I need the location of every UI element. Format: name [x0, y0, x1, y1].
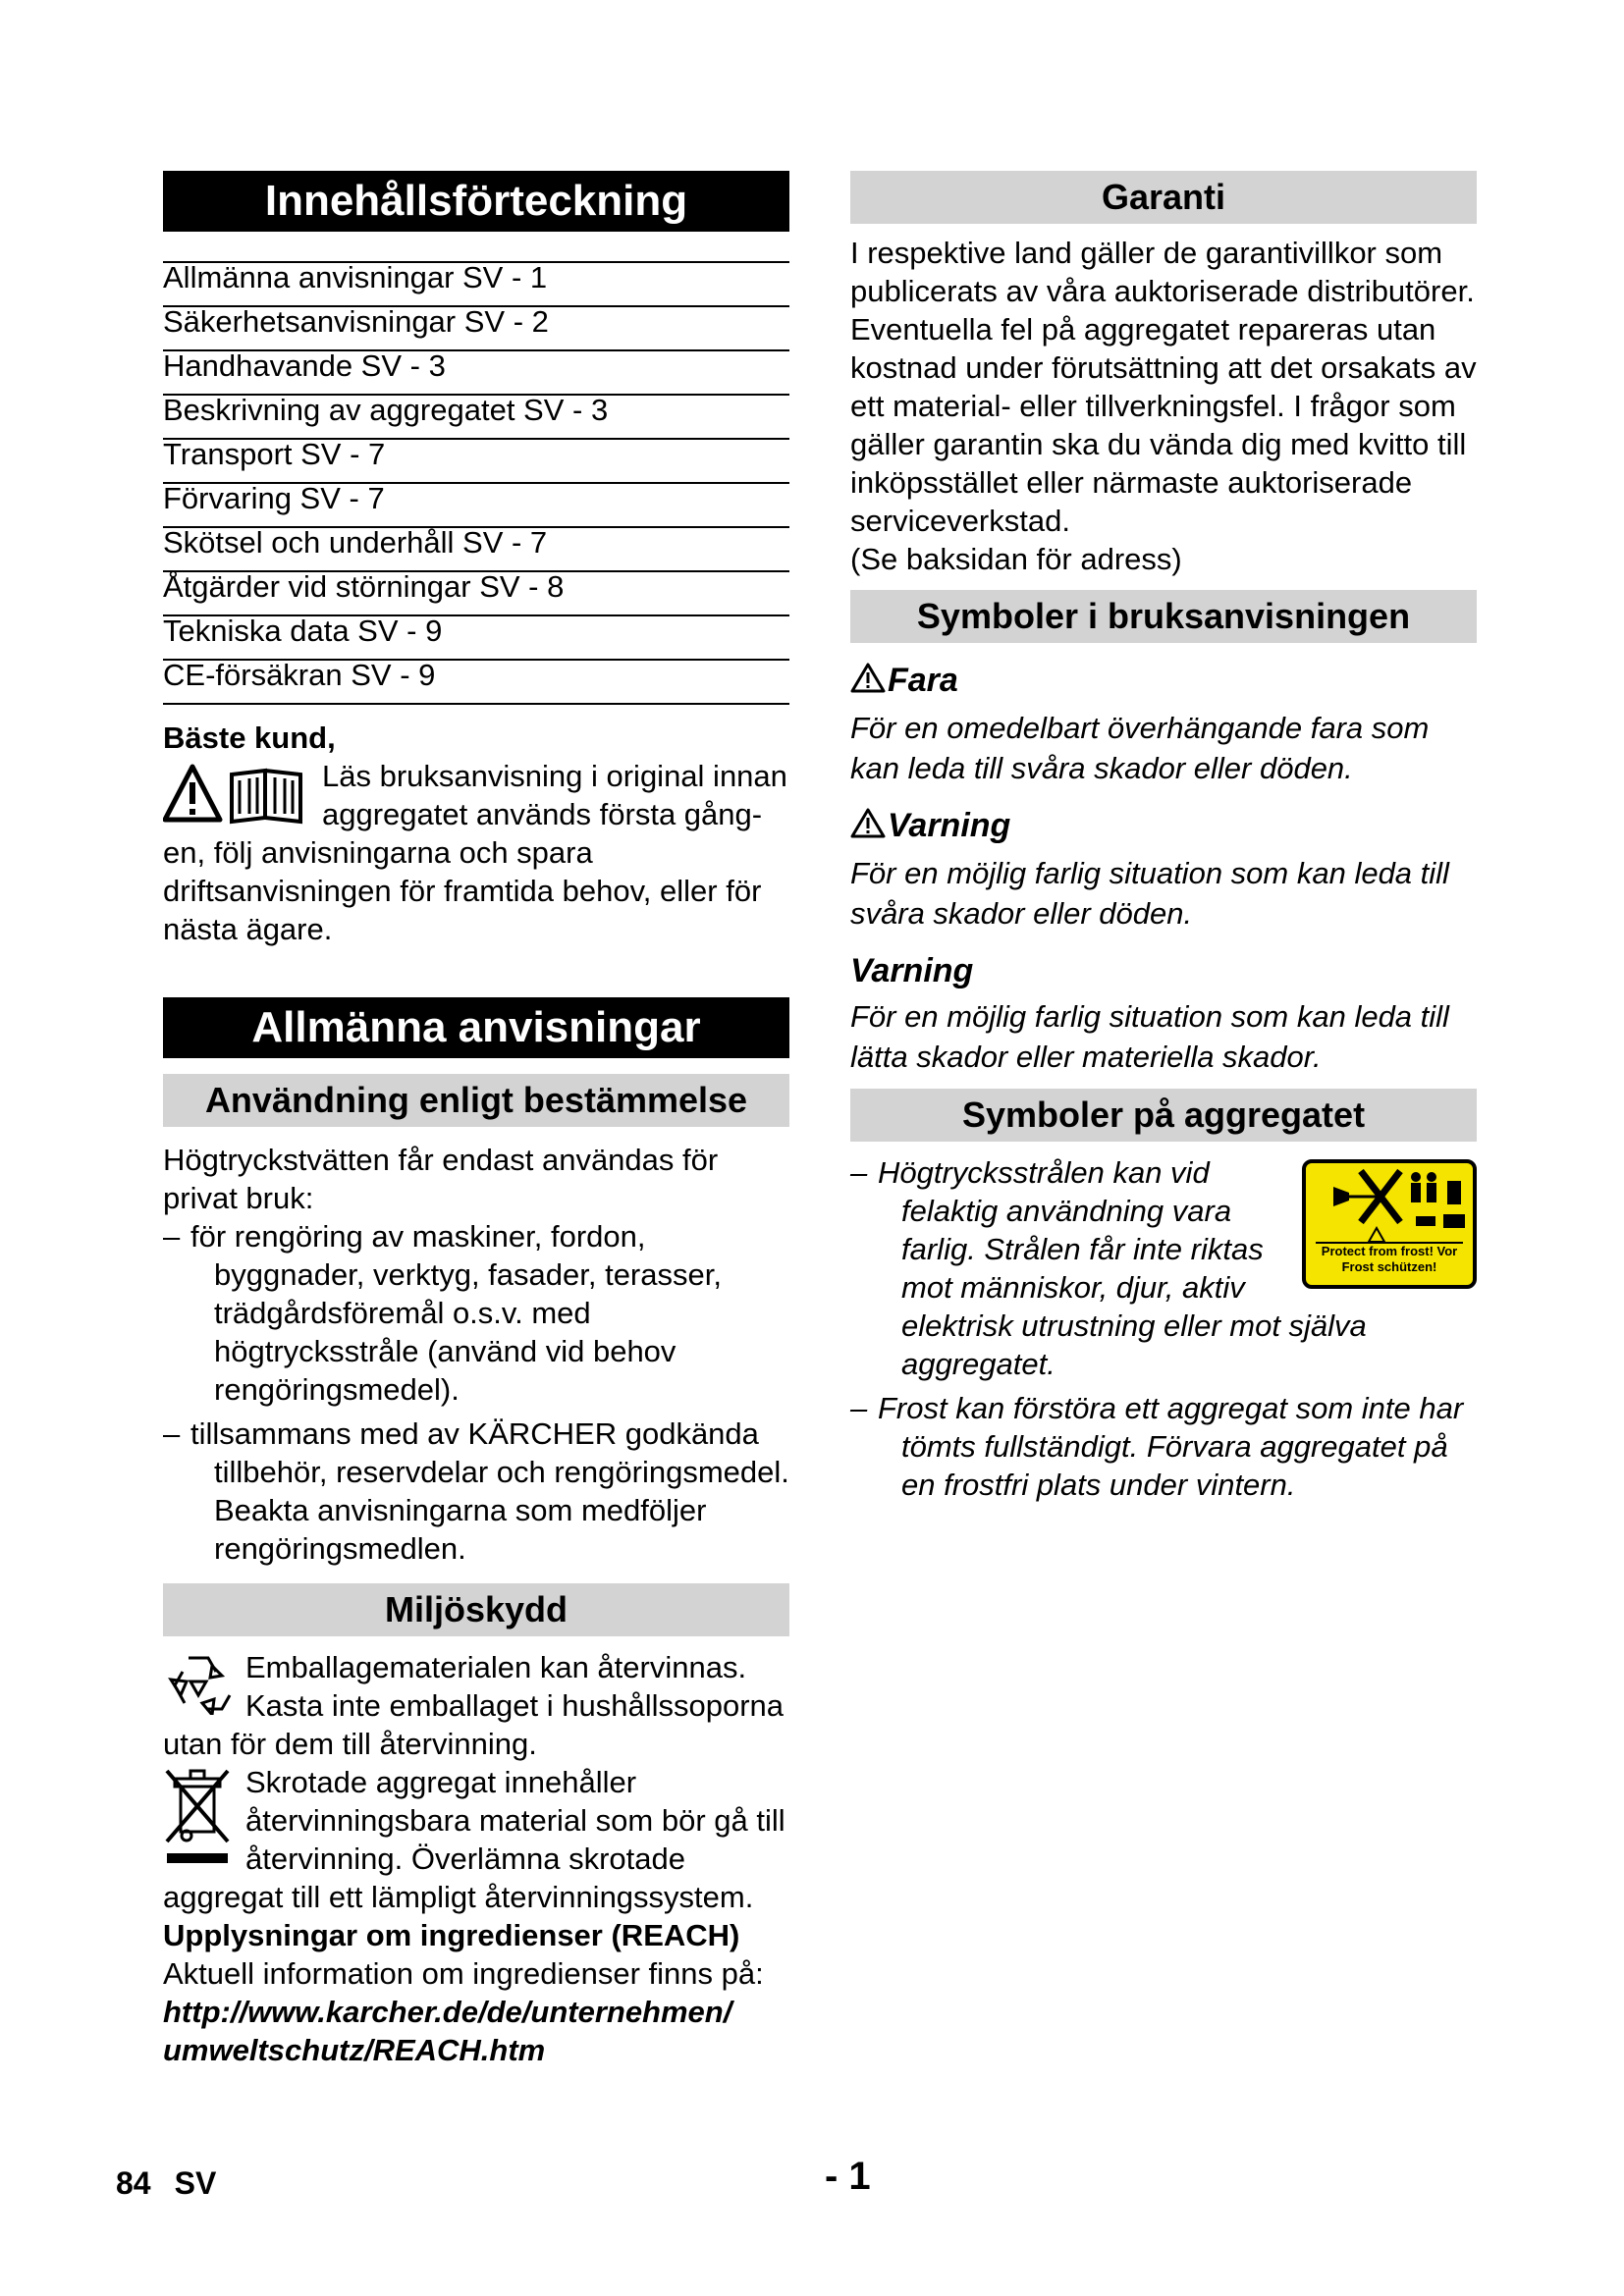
env-text-2: Skrotade aggregat innehåller återvinningsbara material som bör gå till återvinning. Överlämna skrotade aggregat till ett lämpligt återvinningssystem. [163, 1765, 785, 1914]
toc-item[interactable]: Allmänna anvisningar SV - 1 [163, 263, 789, 307]
toc-list [163, 261, 789, 705]
list-item: – Frost kan förstöra ett aggregat som inte har tömts fullständigt. Förvara aggregatet på en frostfri plats under vintern. [850, 1391, 1464, 1502]
toc-item[interactable]: Skötsel och underhåll SV - 7 [163, 528, 789, 572]
warranty-title: Garanti [850, 171, 1477, 224]
varning1-title: Varning [888, 807, 1011, 844]
danger-triangle-icon [850, 661, 886, 704]
reach-url-line-2[interactable]: umweltschutz/REACH.htm [163, 2033, 546, 2067]
list-item: – för rengöring av maskiner, fordon, byggnader, verktyg, fasader, terasser, trädgårdsföremål o.s.v. med högtrycksstråle (använd vid behov rengöringsmedel). [163, 1219, 722, 1407]
varning1-heading [850, 804, 1477, 849]
env-block [163, 1648, 789, 1916]
varning2-heading [850, 949, 1477, 992]
varning2-text: För en möjlig farlig situation som kan leda till lätta skador eller materiella skador. [850, 999, 1449, 1074]
usage-item-text: för rengöring av maskiner, fordon, byggnader, verktyg, fasader, terasser, trädgårdsföremål o.s.v. med högtrycksstråle (använd vid behov rengöringsmedel). [190, 1219, 722, 1407]
toc-item[interactable]: Handhavande SV - 3 [163, 351, 789, 396]
recycle-icon [163, 1652, 234, 1720]
manual-warning-icon [163, 761, 310, 830]
env-title: Miljöskydd [163, 1583, 789, 1636]
symbols-unit-title: Symboler på aggregatet [850, 1089, 1477, 1142]
varning2-title: Varning [850, 952, 974, 989]
reach-url-line-1[interactable]: http://www.karcher.de/de/unternehmen/ [163, 1995, 732, 2029]
env-text-1: Emballagematerialen kan återvinnas. Kasta inte emballaget i hushållssoporna utan för dem till återvinning. [163, 1650, 785, 1761]
intro-text-b: en, följ anvisningarna och spara driftsanvisningen för framtida behov, eller för nästa ägare. [163, 835, 762, 946]
reach-text: Aktuell information om ingredienser finns på: [163, 1956, 764, 1991]
usage-intro: Högtryckstvätten får endast användas för privat bruk: [163, 1143, 719, 1215]
symbols-unit-block [850, 1153, 1477, 1504]
general-title: Allmänna anvisningar [163, 997, 789, 1058]
intro-text-a: Läs bruksanvisning i original innan aggregatet används första gång- [322, 759, 787, 831]
high-pressure-warning-label [1302, 1159, 1477, 1289]
usage-item-text: tillsammans med av KÄRCHER godkända tillbehör, reservdelar och rengöringsmedel. Beakta anvisningarna som medföljer rengöringsmedlen. [190, 1416, 789, 1566]
intro-heading: Bäste kund, [163, 721, 336, 755]
left-column [163, 171, 789, 2069]
varning1-text: För en möjlig farlig situation som kan leda till svåra skador eller döden. [850, 856, 1449, 931]
toc-item[interactable]: CE-försäkran SV - 9 [163, 661, 789, 705]
page-number: 84 [116, 2165, 151, 2201]
fara-heading [850, 659, 1477, 704]
list-item: – tillsammans med av KÄRCHER godkända tillbehör, reservdelar och rengöringsmedel. Beakta anvisningarna som medföljer rengöringsmedlen. [163, 1416, 789, 1566]
reach-title: Upplysningar om ingredienser (REACH) [163, 1918, 740, 1952]
list-item: – Högtrycksstrålen kan vid felaktig användning vara farlig. Strålen får inte riktas mot människor, djur, aktiv elektrisk utrustning eller mot själva aggregatet. [850, 1155, 1367, 1381]
fara-text: För en omedelbart överhängande fara som kan leda till svåra skador eller döden. [850, 711, 1430, 785]
toc-item[interactable]: Åtgärder vid störningar SV - 8 [163, 572, 789, 616]
right-column [850, 171, 1477, 1510]
fara-title: Fara [888, 662, 958, 699]
section-page-number: - 1 [825, 2155, 871, 2198]
page-footer [116, 2165, 240, 2202]
usage-list [163, 1217, 789, 1568]
intro-block [163, 719, 789, 948]
toc-item[interactable]: Beskrivning av aggregatet SV - 3 [163, 396, 789, 440]
warranty-address-note: (Se baksidan för adress) [850, 542, 1182, 576]
language-code: SV [174, 2165, 217, 2201]
crossed-bin-icon [163, 1767, 234, 1870]
symbols-manual-title: Symboler i bruksanvisningen [850, 590, 1477, 643]
symbol-item-text: Högtrycksstrålen kan vid felaktig användning vara farlig. Strålen får inte riktas mot människor, djur, aktiv elektrisk utrustning eller mot själva aggregatet. [878, 1155, 1367, 1381]
toc-item[interactable]: Transport SV - 7 [163, 440, 789, 484]
label-text: Protect from frost! Vor Frost schützen! [1316, 1242, 1463, 1279]
toc-title: Innehållsförteckning [163, 171, 789, 232]
symbol-item-text: Frost kan förstöra ett aggregat som inte har tömts fullständigt. Förvara aggregatet på en frostfri plats under vintern. [878, 1391, 1464, 1502]
usage-title: Användning enligt bestämmelse [163, 1074, 789, 1127]
toc-item[interactable]: Förvaring SV - 7 [163, 484, 789, 528]
warranty-text: I respektive land gäller de garantivillkor som publicerats av våra auktoriserade distributörer. Eventuella fel på aggregatet repareras utan kostnad under förutsättning att det orsakats av ett material- eller tillverkningsfel. I frågor som gäller garantin ska du vända dig med kvitto till inköpsstället eller närmaste auktoriserade serviceverkstad. [850, 236, 1477, 538]
toc-item[interactable]: Säkerhetsanvisningar SV - 2 [163, 307, 789, 351]
toc-item[interactable]: Tekniska data SV - 9 [163, 616, 789, 661]
warning-triangle-icon [850, 806, 886, 849]
